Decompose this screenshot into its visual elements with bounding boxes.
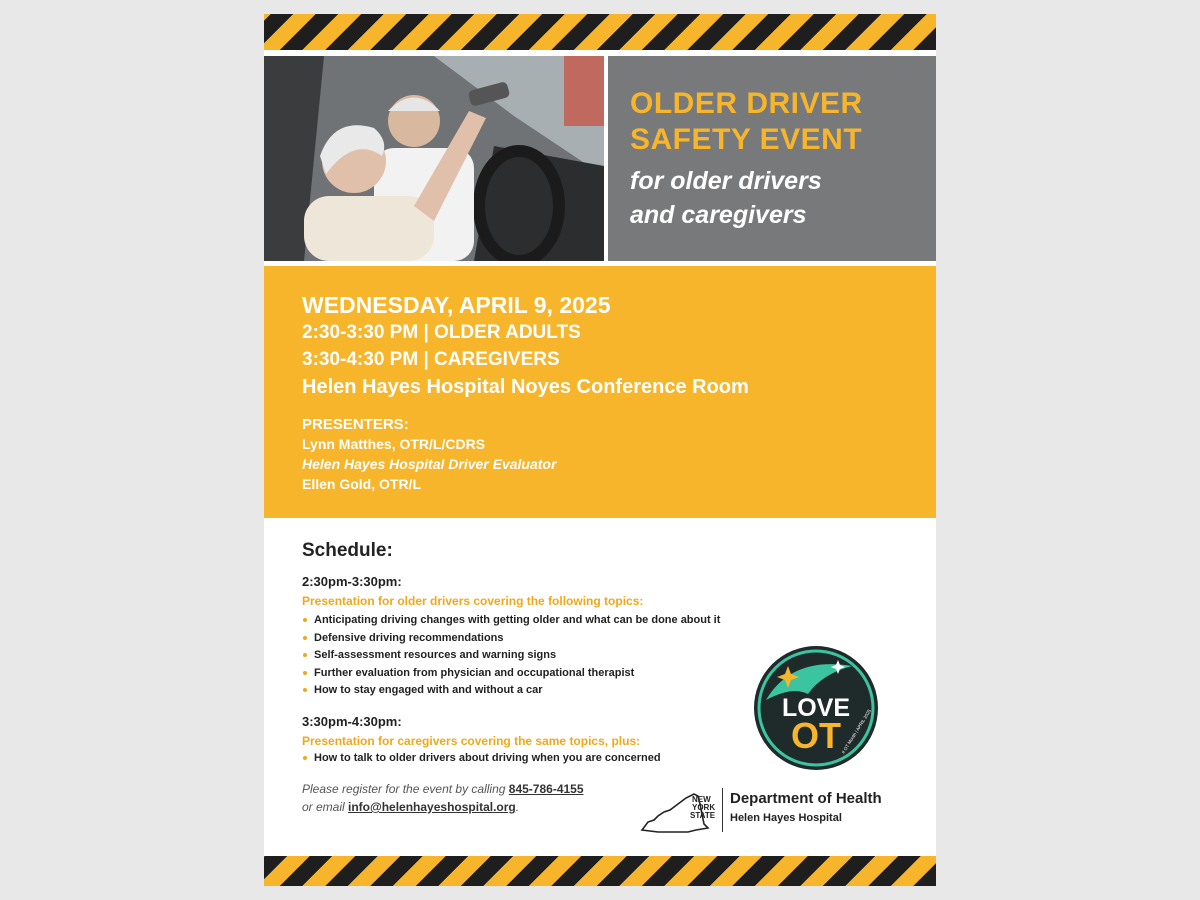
register-email-text: or email — [302, 800, 349, 814]
love-ot-badge — [752, 644, 880, 772]
nys-text-3: STATE — [690, 811, 716, 820]
event-date: WEDNESDAY, APRIL 9, 2025 — [302, 292, 611, 318]
older-drivers-in-car-illustration — [264, 56, 604, 261]
event-time-caregivers: 3:30-4:30 PM | CAREGIVERS — [302, 349, 560, 370]
list-item: How to stay engaged with and without a car — [302, 682, 720, 700]
slot-2-time: 3:30pm-4:30pm: — [302, 714, 402, 729]
department-of-health: Department of Health — [730, 790, 882, 807]
hazard-stripe-top — [264, 14, 936, 50]
nys-text-2: YORK — [692, 803, 716, 812]
slot-2-topics — [302, 750, 661, 768]
presenter-1: Lynn Matthes, OTR/L/CDRS — [302, 436, 486, 452]
schedule-title: Schedule: — [302, 540, 393, 561]
hazard-stripe-bottom — [264, 856, 936, 886]
register-line-1 — [302, 782, 584, 796]
presenter-2: Ellen Gold, OTR/L — [302, 476, 421, 492]
register-line-2 — [302, 800, 519, 814]
register-period: . — [515, 800, 520, 814]
presenters-heading: PRESENTERS: — [302, 416, 409, 433]
slot-1-time: 2:30pm-3:30pm: — [302, 574, 402, 589]
title-panel — [608, 56, 936, 261]
list-item: Anticipating driving changes with getting older and what can be done about it — [302, 612, 720, 630]
phone-link[interactable]: 845-786-4155 — [508, 782, 584, 796]
event-flyer — [264, 14, 936, 886]
email-link[interactable]: info@helenhayeshospital.org — [348, 800, 516, 814]
list-item: Further evaluation from physician and occupational therapist — [302, 665, 720, 683]
register-text: Please register for the event by calling — [302, 782, 509, 796]
slot-1-topics — [302, 612, 720, 700]
subtitle-line-1: for older drivers — [630, 167, 822, 195]
event-time-older-adults: 2:30-3:30 PM | OLDER ADULTS — [302, 322, 581, 343]
title-line-2: SAFETY EVENT — [630, 123, 863, 156]
event-location: Helen Hayes Hospital Noyes Conference Room — [302, 376, 749, 398]
slot-2-description: Presentation for caregivers covering the same topics, plus: — [302, 734, 641, 748]
badge-ring-text: # OT Month | APRIL 2025 — [840, 708, 872, 755]
nys-text-1: NEW — [692, 795, 711, 804]
badge-love-text: LOVE — [781, 694, 851, 722]
helen-hayes-hospital: Helen Hayes Hospital — [730, 812, 842, 824]
event-photo — [264, 56, 604, 261]
list-item: Defensive driving recommendations — [302, 630, 720, 648]
logo-divider — [722, 788, 723, 832]
subtitle-line-2: and caregivers — [630, 201, 807, 229]
new-york-state-logo — [638, 786, 728, 836]
list-item: How to talk to older drivers about driving when you are concerned — [302, 750, 661, 768]
list-item: Self-assessment resources and warning signs — [302, 647, 720, 665]
event-details — [264, 266, 936, 518]
badge-ot-text: OT — [791, 715, 841, 756]
slot-1-description: Presentation for older drivers covering the following topics: — [302, 594, 644, 608]
presenter-1-role: Helen Hayes Hospital Driver Evaluator — [302, 456, 557, 472]
event-title — [630, 86, 930, 158]
title-line-1: OLDER DRIVER — [630, 87, 863, 120]
event-subtitle — [630, 164, 930, 232]
